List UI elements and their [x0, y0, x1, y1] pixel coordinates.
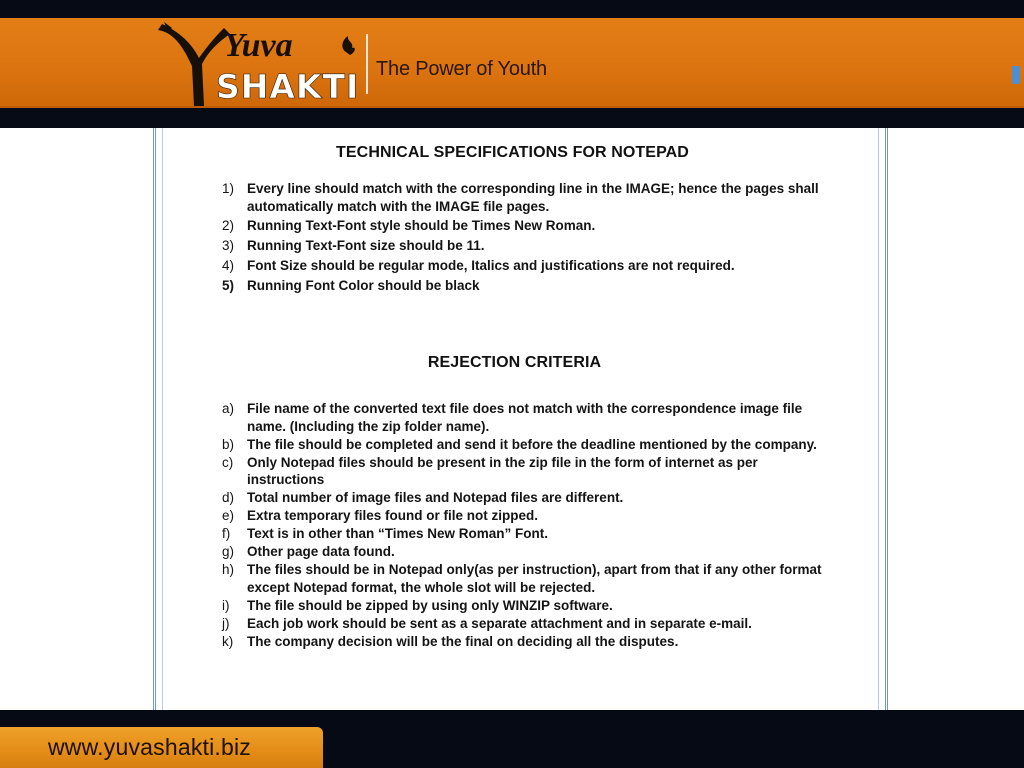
logo-yuva-text: Yuva — [224, 27, 293, 64]
item-letter: c) — [222, 454, 234, 470]
rejection-item — [222, 633, 822, 651]
item-letter: i) — [222, 597, 230, 613]
item-number: 5) — [222, 277, 235, 293]
item-number: 2) — [222, 218, 235, 234]
item-number: 3) — [222, 238, 235, 254]
item-text: Running Text-Font size should be 11. — [247, 238, 485, 254]
top-dark-band — [0, 0, 1024, 18]
spec-item — [222, 277, 822, 295]
item-text: Extra temporary files found or file not zipped. — [247, 508, 539, 524]
item-letter: k) — [222, 633, 234, 649]
spec-list — [222, 180, 822, 297]
spec-item — [222, 180, 822, 215]
item-text: The file should be zipped by using only WINZIP software. — [247, 597, 613, 613]
rejection-item — [222, 561, 822, 596]
item-text: Text is in other than “Times New Roman” Font. — [247, 526, 549, 542]
item-text: The company decision will be the final on deciding all the disputes. — [247, 633, 679, 649]
item-letter: j) — [222, 615, 230, 631]
rejection-item — [222, 543, 822, 561]
spec-heading: TECHNICAL SPECIFICATIONS FOR NOTEPAD — [336, 144, 689, 161]
footer-url-link[interactable]: www.yuvashakti.biz — [48, 734, 252, 760]
rejection-item — [222, 525, 822, 543]
rejection-item — [222, 400, 822, 435]
item-letter: a) — [222, 401, 235, 416]
item-number: 4) — [222, 257, 235, 273]
item-text: File name of the converted text file does not match with the correspondence image file name. (Including the zip folder name). — [247, 401, 803, 434]
rejection-item — [222, 489, 822, 507]
item-text: The file should be completed and send it before the deadline mentioned by the company. — [247, 436, 817, 452]
item-letter: e) — [222, 508, 235, 524]
rejection-item — [222, 615, 822, 633]
header-banner — [0, 18, 1024, 108]
rejection-item — [222, 454, 822, 489]
banner-edge-marker — [1012, 66, 1020, 84]
spec-item — [222, 217, 822, 235]
spec-item — [222, 237, 822, 255]
logo-shakti-text: SHAKTI — [216, 67, 360, 106]
rejection-item — [222, 597, 822, 615]
item-letter: h) — [222, 562, 235, 578]
item-text: The files should be in Notepad only(as per instruction), apart from that if any other format except Notepad format, the whole slot will be rejected. — [247, 562, 822, 595]
separator-band — [0, 108, 1024, 128]
item-letter: b) — [222, 436, 235, 452]
rejection-item — [222, 436, 822, 454]
item-text: Every line should match with the corresponding line in the IMAGE; hence the pages shall automatically match with the IMAGE file pages. — [247, 181, 819, 214]
tagline: The Power of Youth — [376, 58, 547, 80]
item-text: Running Font Color should be black — [247, 277, 480, 293]
item-text: Each job work should be sent as a separate attachment and in separate e-mail. — [247, 615, 752, 631]
item-letter: d) — [222, 490, 235, 506]
item-text: Other page data found. — [247, 544, 395, 560]
document-page — [153, 128, 888, 710]
item-text: Total number of image files and Notepad files are different. — [247, 490, 624, 506]
item-letter: f) — [222, 526, 231, 542]
logo-divider — [366, 34, 368, 94]
rejection-list — [222, 400, 822, 651]
flame-icon — [342, 36, 354, 55]
item-text: Only Notepad files should be present in the zip file in the form of internet as per instructions — [247, 454, 758, 488]
item-letter: g) — [222, 544, 235, 560]
rejection-heading: REJECTION CRITERIA — [427, 354, 602, 371]
rejection-item — [222, 507, 822, 525]
spec-item — [222, 257, 822, 275]
item-number: 1) — [222, 181, 235, 196]
yuva-shakti-logo — [150, 18, 370, 108]
item-text: Font Size should be regular mode, Italics and justifications are not required. — [247, 257, 735, 273]
item-text: Running Text-Font style should be Times New Roman. — [247, 218, 596, 234]
